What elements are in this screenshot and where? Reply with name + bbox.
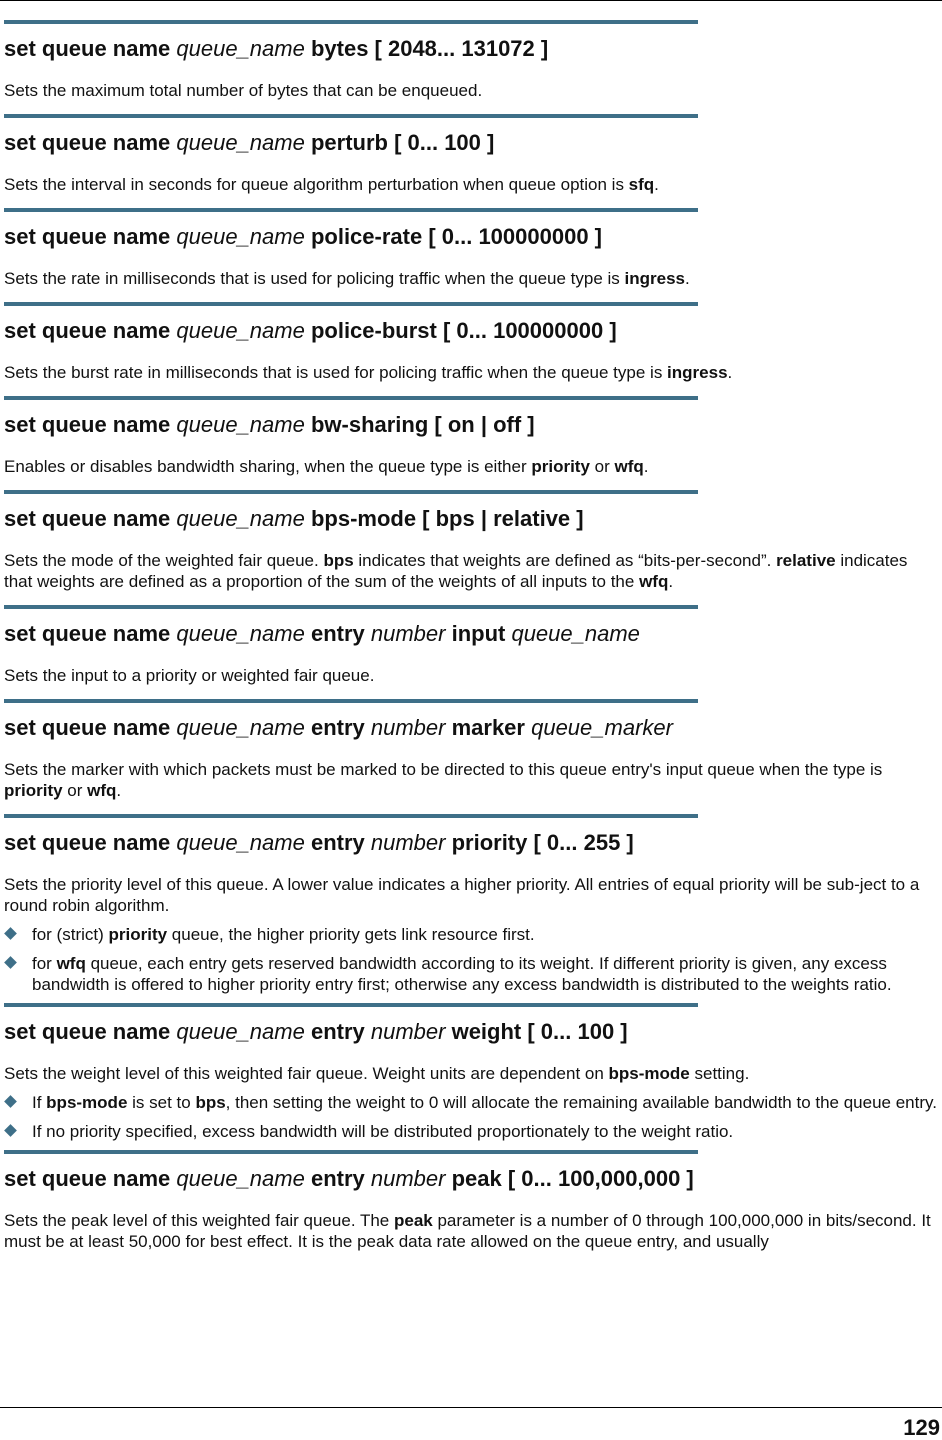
text-run: Sets the priority level of this queue. A lower value indicates a higher priority. All entries of equal priority will be sub-ject to a round robin algorithm. [4,875,920,915]
section-rule [4,1150,698,1154]
command-description [4,456,938,477]
command-section [4,699,938,814]
footer-rule [0,1407,942,1408]
bold-text: set queue name [4,36,177,61]
text-run: Sets the interval in seconds for queue algorithm perturbation when queue option is [4,175,629,194]
text-run: . [685,269,690,288]
section-rule [4,699,698,703]
italic-parameter: number [370,1019,446,1044]
list-item [4,924,938,945]
section-rule [4,605,698,609]
section-rule [4,302,698,306]
italic-parameter: queue_name [176,36,305,61]
bold-text: bps-mode [ bps | relative ] [304,506,584,531]
section-rule [4,396,698,400]
bold-text: peak [ 0... 100,000,000 ] [445,1166,694,1191]
text-run: Sets the input to a priority or weighted fair queue. [4,666,375,685]
bold-text: bytes [ 2048... 131072 ] [304,36,549,61]
command-heading [4,506,938,532]
text-run: Sets the mode of the weighted fair queue. [4,551,324,570]
bold-text: entry [304,1019,371,1044]
text-run: indicates that weights are defined as “bits-per-second”. [353,551,777,570]
italic-parameter: queue_name [176,830,305,855]
italic-parameter: queue_name [176,318,305,343]
bold-text: set queue name [4,412,177,437]
bold-text: bps-mode [46,1093,128,1112]
italic-parameter: queue_name [176,1166,305,1191]
section-rule [4,1003,698,1007]
bold-text: ingress [667,363,728,382]
text-run: Sets the peak level of this weighted fair queue. The [4,1211,394,1230]
document-body [4,20,938,1265]
section-rule [4,20,698,24]
text-run: If [32,1093,47,1112]
italic-parameter: queue_name [176,621,305,646]
text-run: or [589,457,615,476]
command-description [4,550,938,592]
italic-parameter: queue_name [176,506,305,531]
text-run: setting. [689,1064,750,1083]
command-heading [4,412,938,438]
italic-parameter: number [370,1166,446,1191]
bold-text: wfq [614,457,644,476]
section-rule [4,490,698,494]
text-run: Sets the weight level of this weighted fair queue. Weight units are dependent on [4,1064,609,1083]
text-run: , then setting the weight to 0 will allocate the remaining available bandwidth to the queue entry. [225,1093,937,1112]
bold-text: police-burst [ 0... 100000000 ] [304,318,617,343]
bold-text: priority [4,781,63,800]
bold-text: wfq [56,954,86,973]
bold-text: set queue name [4,1166,177,1191]
bold-text: priority [531,457,590,476]
section-rule [4,208,698,212]
command-heading [4,1166,938,1192]
text-run: is set to [127,1093,196,1112]
bold-text: bw-sharing [ on | off ] [304,412,535,437]
bold-text: bps [195,1093,226,1112]
command-heading [4,1019,938,1045]
bold-text: perturb [ 0... 100 ] [304,130,495,155]
bold-text: wfq [639,572,669,591]
bullet-list [4,1092,938,1142]
bold-text: input [445,621,512,646]
text-run: queue, each entry gets reserved bandwidth according to its weight. If different priority is given, any excess bandwidth is offered to higher priority entry first; otherwise any excess bandwidth is distributed to the weights ratio. [32,954,892,994]
command-section [4,814,938,995]
bold-text: marker [445,715,532,740]
text-run: . [643,457,649,476]
section-rule [4,814,698,818]
command-section [4,302,938,396]
italic-parameter: number [370,830,446,855]
bold-text: set queue name [4,224,177,249]
text-run: queue, the higher priority gets link resource first. [167,925,535,944]
command-heading [4,830,938,856]
command-section [4,490,938,605]
text-run: indicates that weights are defined as a proportion of the sum of the weights of all inputs to the [4,551,908,591]
command-section [4,208,938,302]
command-section [4,605,938,699]
page-number: 129 [903,1415,940,1440]
command-description [4,268,938,289]
bold-text: set queue name [4,621,177,646]
diamond-bullet-icon [4,927,17,940]
command-heading [4,318,938,344]
command-section [4,20,938,114]
command-section [4,1003,938,1142]
list-item [4,1121,938,1142]
command-description [4,1210,938,1252]
text-run: parameter is a number of 0 through 100,000,000 in bits/second. It must be at least 50,000 for best effect. It is the peak data rate allowed on the queue entry, and usually [4,1211,931,1251]
text-run: . [727,363,733,382]
italic-parameter: number [370,715,446,740]
bold-text: police-rate [ 0... 100000000 ] [304,224,603,249]
command-description [4,1063,938,1084]
command-description [4,174,938,195]
list-item [4,1092,938,1113]
text-run: Sets the burst rate in milliseconds that is used for policing traffic when the queue type is [4,363,668,382]
bold-text: relative [776,551,836,570]
bold-text: set queue name [4,830,177,855]
command-heading [4,130,938,156]
bold-text: set queue name [4,715,177,740]
text-run: or [62,781,88,800]
diamond-bullet-icon [4,1124,17,1137]
text-run: . [668,572,674,591]
text-run: . [116,781,122,800]
italic-parameter: queue_name [176,224,305,249]
bold-text: ingress [624,269,686,288]
command-section [4,114,938,208]
top-rule [0,0,942,1]
text-run: Sets the maximum total number of bytes that can be enqueued. [4,81,483,100]
bold-text: bps-mode [608,1064,690,1083]
bold-text: peak [394,1211,433,1230]
italic-parameter: queue_name [176,1019,305,1044]
list-item [4,953,938,995]
text-run: Enables or disables bandwidth sharing, when the queue type is either [4,457,532,476]
bold-text: sfq [628,175,655,194]
bold-text: set queue name [4,130,177,155]
text-run: Sets the marker with which packets must be marked to be directed to this queue entry's input queue when the type is [4,760,883,779]
bold-text: wfq [87,781,117,800]
italic-parameter: queue_name [176,715,305,740]
command-section [4,1150,938,1265]
command-heading [4,224,938,250]
bold-text: set queue name [4,1019,177,1044]
command-description [4,665,938,686]
bold-text: priority [ 0... 255 ] [445,830,634,855]
text-run: for [32,954,57,973]
text-run: If no priority specified, excess bandwidth will be distributed proportionately to the weight ratio. [32,1122,734,1141]
bold-text: weight [ 0... 100 ] [445,1019,628,1044]
italic-parameter: queue_name [176,412,305,437]
section-rule [4,114,698,118]
italic-parameter: queue_name [511,621,640,646]
bold-text: priority [108,925,168,944]
command-heading [4,621,938,647]
italic-parameter: queue_name [176,130,305,155]
diamond-bullet-icon [4,956,17,969]
bold-text: entry [304,715,371,740]
bold-text: set queue name [4,506,177,531]
command-heading [4,36,938,62]
bullet-list [4,924,938,995]
italic-parameter: number [370,621,446,646]
text-run: Sets the rate in milliseconds that is used for policing traffic when the queue type is [4,269,625,288]
command-description [4,362,938,383]
bold-text: entry [304,621,371,646]
italic-parameter: queue_marker [531,715,673,740]
command-description [4,80,938,101]
diamond-bullet-icon [4,1095,17,1108]
command-section [4,396,938,490]
command-heading [4,715,938,741]
bold-text: set queue name [4,318,177,343]
command-description [4,874,938,916]
bold-text: entry [304,830,371,855]
bold-text: entry [304,1166,371,1191]
text-run: for (strict) [32,925,109,944]
bold-text: bps [323,551,354,570]
text-run: . [654,175,659,194]
command-description [4,759,938,801]
